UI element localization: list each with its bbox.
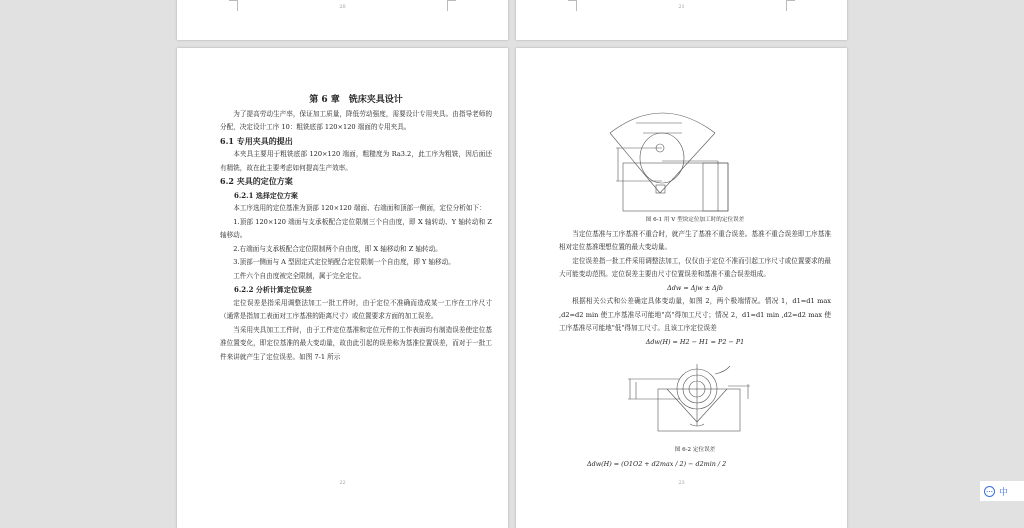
paragraph: 本工序选用的定位基准为顶部 120×120 端面、右端面和顶部一侧面，定位分析如下：	[233, 204, 486, 212]
list-item: 3.顶部一侧面与 A 型固定式定位销配合定位限制一个自由度，即 Y 轴移动。	[233, 258, 455, 266]
language-indicator[interactable]	[980, 481, 1024, 501]
translate-icon[interactable]: •••	[984, 486, 995, 497]
section-heading: 6.2 夹具的定位方案	[220, 176, 293, 186]
section-heading: 6.1 专用夹具的提出	[220, 135, 293, 146]
page-23	[516, 48, 847, 528]
list-item: 1.顶部 120×120 端面与支承板配合定位限制三个自由度，即 X 轴转动、Y 轴转动和 Z 轴移动。	[220, 217, 492, 239]
page-20	[177, 0, 508, 40]
subsection-heading: 6.2.1 选择定位方案	[234, 190, 298, 200]
page-number: 22	[339, 480, 346, 486]
page-22	[177, 48, 508, 528]
formula: Δdw(H) = H2 − H1 = P2 − P1	[645, 337, 745, 346]
figure-positioning-error-diagram	[610, 364, 760, 439]
figure-caption: 图 6-2 定位误差	[674, 447, 716, 453]
page-content	[220, 94, 492, 364]
page-content	[559, 214, 831, 349]
subsection-heading: 6.2.2 分析计算定位误差	[234, 285, 312, 294]
paragraph: 当采用夹具加工工件时，由于工件定位基准和定位元件的工作表面均有制造误差使定位基准位置变化，即定位基准的最大变动量，故由此引起的误差称为基准位置误差，而对于一批工件来讲就产生了定位误差。如图 7-1 所示	[220, 325, 492, 361]
paragraph: 为了提高劳动生产率，保证加工质量，降低劳动强度，需要设计专用夹具。由指导老师的分配，决定设计工序 10：粗铣底部 120×120 端面的专用夹具。	[220, 109, 492, 131]
figure-v-block-diagram	[600, 103, 760, 213]
figure-caption-block	[559, 444, 831, 471]
paragraph: 定位误差指一批工件采用调整法加工，仅仅由于定位不准而引起工序尺寸或位置要求的最大可能变动范围。定位误差主要由尺寸位置误差和基准不重合误差组成。	[559, 256, 831, 278]
formula: Δdw = Δjw ± Δjb	[667, 283, 723, 292]
page-number: 21	[678, 4, 685, 10]
paragraph: 当定位基准与工序基准不重合时，就产生了基准不重合误差。基准不重合误差即工序基准相对定位基准理想位置的最大变动量。	[559, 229, 831, 251]
paragraph: 定位误差是指采用调整法加工一批工件时，由于定位不准确而造成某一工序在工序尺寸（通常是指加工表面对工序基准的距离尺寸）或位置要求方面的加工误差。	[220, 298, 492, 320]
page-number: 20	[339, 4, 346, 10]
page-number: 23	[678, 480, 685, 486]
paragraph: 根据相关公式和公差确定具体变动量，如图 2，两个极端情况。情况 1，d1=d1 max ,d2=d2 min 使工序基准尽可能地"高"得加工尺寸；情况 2，d1=d1 min ,d2=d2 max 使工序基准尽可能地"低"得加工尺寸。且该工序定位误差	[559, 297, 831, 332]
list-item: 2.右端面与支承板配合定位限制两个自由度，即 X 轴移动和 Z 轴转动。	[233, 244, 442, 253]
chapter-title: 第 6 章 铣床夹具设计	[309, 95, 403, 105]
figure-caption: 图 6-1 用 V 型块定位加工时的定位误差	[645, 217, 745, 223]
list-item: 工件六个自由度被完全限制，属于完全定位。	[233, 271, 366, 280]
formula: Δdw(H) = (O1O2 + d2max / 2) − d2min / 2	[587, 459, 727, 468]
page-21	[516, 0, 847, 40]
language-label[interactable]: 中	[999, 487, 1009, 498]
paragraph: 本夹具主要用于粗铣底部 120×120 端面，粗糙度为 Ra3.2，此工序为粗铣，因后面还有精铣，故在此主要考虑如何提高生产效率。	[220, 150, 492, 172]
